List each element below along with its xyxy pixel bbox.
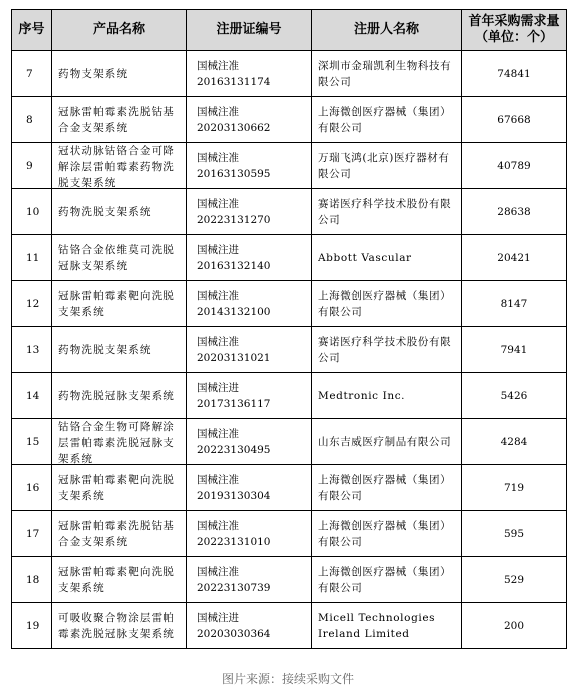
cell-index bbox=[12, 235, 52, 281]
cell-registration-no-text: 国械注准 20163131174 bbox=[197, 59, 271, 88]
cell-quantity-text: 7941 bbox=[500, 343, 528, 356]
header-index: 序号 bbox=[12, 10, 52, 51]
cell-product-name bbox=[52, 97, 187, 143]
cell-index-text: 17 bbox=[26, 527, 40, 540]
cell-registrant-text: 上海微创医疗器械（集团）有限公司 bbox=[318, 289, 452, 318]
table-row bbox=[12, 327, 567, 373]
cell-product-name-text: 药物洗脱支架系统 bbox=[58, 343, 152, 356]
cell-registrant-text: 赛诺医疗科学技术股份有限公司 bbox=[318, 335, 452, 364]
cell-registration-no bbox=[187, 511, 312, 557]
cell-registration-no bbox=[187, 465, 312, 511]
cell-quantity-text: 40789 bbox=[497, 159, 531, 172]
cell-index-text: 18 bbox=[26, 573, 40, 586]
cell-product-name-text: 冠脉雷帕霉素靶向洗脱支架系统 bbox=[58, 565, 175, 594]
cell-registration-no-text: 国械注准 20193130304 bbox=[197, 473, 271, 502]
cell-product-name bbox=[52, 327, 187, 373]
cell-index bbox=[12, 51, 52, 97]
cell-registrant bbox=[312, 189, 462, 235]
cell-registration-no-text: 国械注进 20203030364 bbox=[197, 611, 271, 640]
header-registration-no: 注册证编号 bbox=[187, 10, 312, 51]
cell-index bbox=[12, 511, 52, 557]
cell-product-name-text: 冠脉雷帕霉素洗脱钴基合金支架系统 bbox=[58, 519, 175, 548]
cell-registration-no-text: 国械注进 20173136117 bbox=[197, 381, 271, 410]
procurement-table bbox=[11, 9, 567, 649]
cell-registrant-text: 上海微创医疗器械（集团）有限公司 bbox=[318, 565, 452, 594]
cell-product-name-text: 冠状动脉钴铬合金可降解涂层雷帕霉素药物洗脱支架系统 bbox=[58, 145, 175, 188]
cell-quantity bbox=[462, 465, 567, 511]
cell-product-name-text: 冠脉雷帕霉素靶向洗脱支架系统 bbox=[58, 473, 175, 502]
cell-registration-no bbox=[187, 373, 312, 419]
cell-registration-no bbox=[187, 189, 312, 235]
cell-product-name bbox=[52, 235, 187, 281]
table-row bbox=[12, 235, 567, 281]
table-row bbox=[12, 511, 567, 557]
cell-registrant bbox=[312, 557, 462, 603]
cell-product-name-text: 药物支架系统 bbox=[58, 67, 129, 80]
cell-quantity bbox=[462, 189, 567, 235]
cell-quantity-text: 8147 bbox=[500, 297, 528, 310]
cell-product-name bbox=[52, 51, 187, 97]
cell-registration-no bbox=[187, 51, 312, 97]
cell-registrant bbox=[312, 511, 462, 557]
cell-registrant-text: Medtronic Inc. bbox=[318, 389, 406, 402]
cell-registration-no bbox=[187, 235, 312, 281]
cell-registration-no bbox=[187, 97, 312, 143]
cell-quantity bbox=[462, 143, 567, 189]
cell-quantity-text: 74841 bbox=[497, 67, 531, 80]
cell-index bbox=[12, 143, 52, 189]
header-product-name: 产品名称 bbox=[52, 10, 187, 51]
cell-registrant-text: 深圳市金瑞凯利生物科技有限公司 bbox=[318, 59, 452, 88]
cell-quantity bbox=[462, 373, 567, 419]
cell-quantity-text: 529 bbox=[503, 573, 525, 586]
cell-index-text: 10 bbox=[26, 205, 40, 218]
cell-quantity-text: 28638 bbox=[497, 205, 531, 218]
cell-registration-no bbox=[187, 557, 312, 603]
cell-registration-no-text: 国械注准 20223130739 bbox=[197, 565, 271, 594]
cell-registrant bbox=[312, 51, 462, 97]
cell-product-name bbox=[52, 557, 187, 603]
table-row bbox=[12, 189, 567, 235]
cell-registration-no-text: 国械注准 20223131270 bbox=[197, 197, 271, 226]
cell-quantity bbox=[462, 603, 567, 649]
cell-index bbox=[12, 189, 52, 235]
cell-registrant-text: 上海微创医疗器械（集团）有限公司 bbox=[318, 519, 452, 548]
cell-registrant bbox=[312, 143, 462, 189]
cell-product-name bbox=[52, 143, 187, 189]
cell-product-name-text: 冠脉雷帕霉素洗脱钴基合金支架系统 bbox=[58, 105, 175, 134]
cell-quantity-text: 20421 bbox=[497, 251, 531, 264]
cell-index bbox=[12, 281, 52, 327]
cell-index-text: 12 bbox=[26, 297, 40, 310]
table-row bbox=[12, 143, 567, 189]
cell-quantity-text: 719 bbox=[503, 481, 525, 494]
cell-registrant-text: 万瑞飞鸿(北京)医疗器材有限公司 bbox=[318, 151, 450, 180]
table-header-row bbox=[12, 10, 567, 51]
cell-registrant bbox=[312, 419, 462, 465]
cell-quantity bbox=[462, 327, 567, 373]
cell-registration-no-text: 国械注准 20203131021 bbox=[197, 335, 271, 364]
cell-product-name-text: 可吸收聚合物涂层雷帕霉素洗脱冠脉支架系统 bbox=[58, 611, 175, 640]
cell-registration-no bbox=[187, 603, 312, 649]
cell-index bbox=[12, 373, 52, 419]
image-source-caption: 图片来源：接续采购文件 bbox=[221, 672, 354, 686]
table-row bbox=[12, 465, 567, 511]
cell-product-name-text: 钴铬合金依维莫司洗脱冠脉支架系统 bbox=[58, 243, 175, 272]
cell-registrant bbox=[312, 97, 462, 143]
cell-quantity bbox=[462, 419, 567, 465]
cell-index bbox=[12, 465, 52, 511]
cell-index bbox=[12, 557, 52, 603]
table-row bbox=[12, 603, 567, 649]
table-row bbox=[12, 51, 567, 97]
cell-product-name bbox=[52, 281, 187, 327]
cell-quantity bbox=[462, 235, 567, 281]
cell-registration-no-text: 国械注准 20143132100 bbox=[197, 289, 271, 318]
cell-quantity bbox=[462, 97, 567, 143]
table-row bbox=[12, 97, 567, 143]
cell-product-name bbox=[52, 189, 187, 235]
cell-quantity-text: 5426 bbox=[500, 389, 528, 402]
cell-quantity bbox=[462, 281, 567, 327]
cell-registrant-text: 山东吉威医疗制品有限公司 bbox=[318, 435, 452, 448]
cell-index-text: 14 bbox=[26, 389, 40, 402]
cell-registrant bbox=[312, 373, 462, 419]
cell-registration-no-text: 国械注进 20163132140 bbox=[197, 243, 271, 272]
cell-index bbox=[12, 419, 52, 465]
cell-quantity bbox=[462, 511, 567, 557]
cell-registrant bbox=[312, 327, 462, 373]
cell-quantity-text: 595 bbox=[503, 527, 525, 540]
cell-product-name bbox=[52, 465, 187, 511]
cell-registrant-text: 上海微创医疗器械（集团）有限公司 bbox=[318, 105, 452, 134]
cell-registrant bbox=[312, 465, 462, 511]
cell-registration-no bbox=[187, 143, 312, 189]
cell-index bbox=[12, 327, 52, 373]
cell-index-text: 11 bbox=[26, 251, 40, 264]
cell-registration-no bbox=[187, 327, 312, 373]
cell-product-name-text: 钴铬合金生物可降解涂层雷帕霉素洗脱冠脉支架系统 bbox=[58, 421, 175, 464]
cell-registrant-text: Abbott Vascular bbox=[318, 251, 412, 264]
cell-registrant bbox=[312, 603, 462, 649]
cell-product-name bbox=[52, 373, 187, 419]
cell-product-name bbox=[52, 603, 187, 649]
cell-registration-no bbox=[187, 419, 312, 465]
cell-registration-no-text: 国械注准 20223131010 bbox=[197, 519, 271, 548]
cell-index-text: 15 bbox=[26, 435, 40, 448]
cell-product-name bbox=[52, 419, 187, 465]
cell-registration-no-text: 国械注准 20163130595 bbox=[197, 151, 271, 180]
table-body bbox=[12, 51, 567, 649]
cell-index-text: 7 bbox=[26, 67, 33, 80]
cell-registrant-text: Micell Technologies Ireland Limited bbox=[318, 611, 436, 640]
cell-index-text: 13 bbox=[26, 343, 40, 356]
header-quantity: 首年采购需求量 （单位：个） bbox=[462, 10, 567, 51]
procurement-table-wrapper bbox=[11, 9, 566, 649]
table-row bbox=[12, 557, 567, 603]
cell-product-name-text: 药物洗脱冠脉支架系统 bbox=[58, 389, 175, 402]
header-registrant: 注册人名称 bbox=[312, 10, 462, 51]
cell-quantity-text: 4284 bbox=[500, 435, 528, 448]
table-row bbox=[12, 419, 567, 465]
cell-registrant bbox=[312, 235, 462, 281]
cell-registration-no-text: 国械注准 20223130495 bbox=[197, 427, 271, 456]
cell-registration-no-text: 国械注准 20203130662 bbox=[197, 105, 271, 134]
cell-registration-no bbox=[187, 281, 312, 327]
cell-index-text: 8 bbox=[26, 113, 33, 126]
cell-index-text: 9 bbox=[26, 159, 33, 172]
cell-product-name-text: 药物洗脱支架系统 bbox=[58, 205, 152, 218]
cell-quantity bbox=[462, 557, 567, 603]
cell-index-text: 16 bbox=[26, 481, 40, 494]
cell-registrant-text: 上海微创医疗器械（集团）有限公司 bbox=[318, 473, 452, 502]
cell-quantity-text: 67668 bbox=[497, 113, 531, 126]
cell-product-name bbox=[52, 511, 187, 557]
cell-registrant-text: 赛诺医疗科学技术股份有限公司 bbox=[318, 197, 452, 226]
table-row bbox=[12, 281, 567, 327]
cell-index-text: 19 bbox=[26, 619, 40, 632]
cell-index bbox=[12, 603, 52, 649]
cell-quantity bbox=[462, 51, 567, 97]
table-row bbox=[12, 373, 567, 419]
cell-quantity-text: 200 bbox=[503, 619, 525, 632]
cell-product-name-text: 冠脉雷帕霉素靶向洗脱支架系统 bbox=[58, 289, 175, 318]
cell-registrant bbox=[312, 281, 462, 327]
cell-index bbox=[12, 97, 52, 143]
